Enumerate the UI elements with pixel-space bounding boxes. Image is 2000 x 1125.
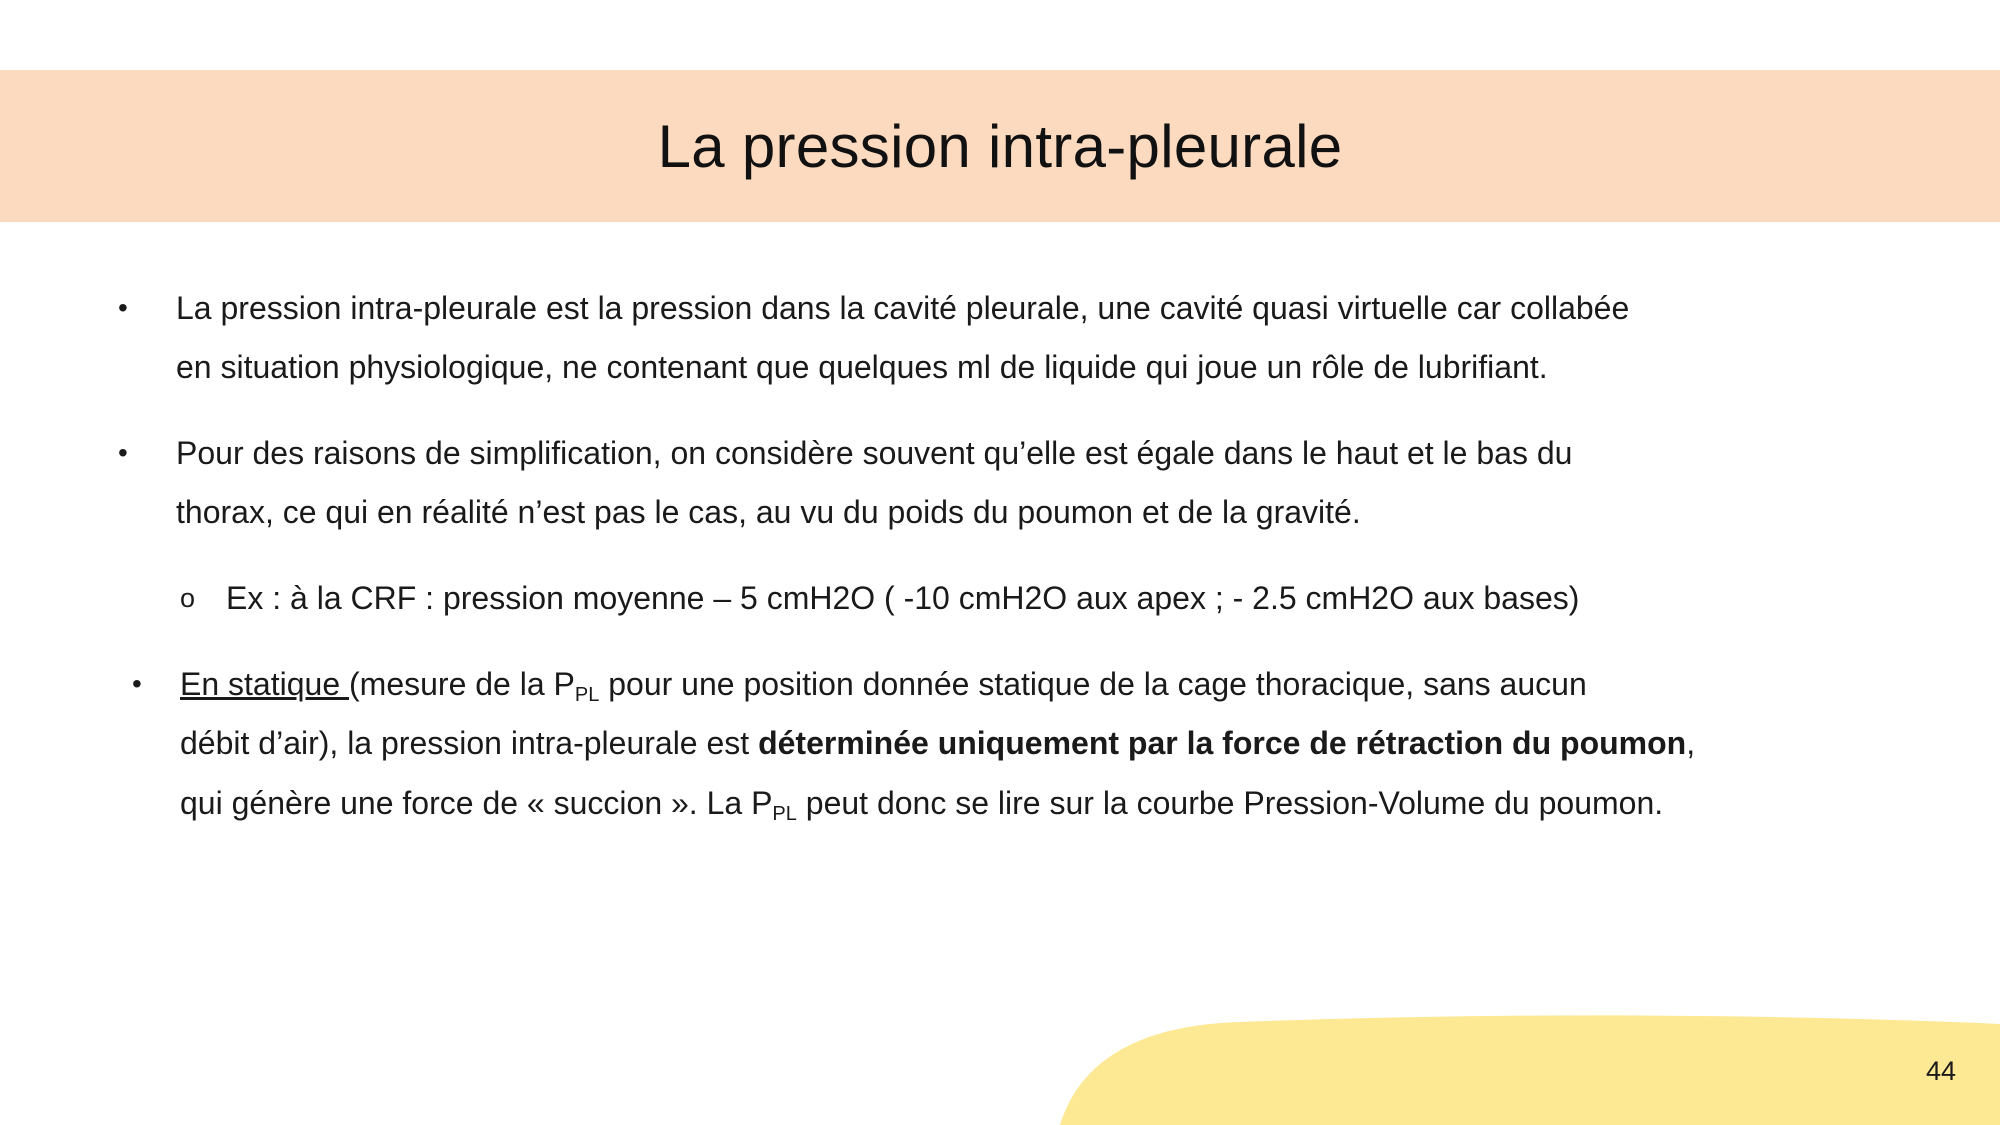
bullet-2-line-2: thorax, ce qui en réalité n’est pas le cas, au vu du poids du poumon et de la gravité. <box>176 494 1361 530</box>
text-segment: peut donc se lire sur la courbe Pression-Volume du poumon. <box>796 785 1664 821</box>
text-segment: (mesure de la P <box>349 666 575 702</box>
bullet-2-line-1: Pour des raisons de simplification, on considère souvent qu’elle est égale dans le haut et le bas du <box>176 435 1573 471</box>
underlined-term: En statique <box>180 666 349 702</box>
bullet-marker: • <box>118 292 128 323</box>
yellow-wave-shape <box>1060 1015 2000 1125</box>
text-segment: , <box>1686 725 1696 761</box>
text-segment: débit d’air), la pression intra-pleurale est <box>180 725 759 761</box>
subscript: PL <box>574 684 600 706</box>
sub-bullet-marker: o <box>180 583 196 613</box>
bullet-1-line-2: en situation physiologique, ne contenant que quelques ml de liquide qui joue un rôle de lubrifiant. <box>176 349 1548 385</box>
text-segment: qui génère une force de « succion ». La P <box>180 785 773 821</box>
bullet-marker: • <box>118 437 128 468</box>
subscript: PL <box>772 803 797 825</box>
bullet-marker: • <box>132 668 142 699</box>
slide-title: La pression intra-pleurale <box>657 112 1343 180</box>
bold-emphasis: déterminée uniquement par la force de rétraction du poumon <box>758 725 1687 761</box>
text-segment: pour une position donnée statique de la cage thoracique, sans aucun <box>599 666 1587 702</box>
sub-bullet-line: Ex : à la CRF : pression moyenne – 5 cmH2O ( -10 cmH2O aux apex ; - 2.5 cmH2O aux bases) <box>226 580 1580 616</box>
bullet-1-line-1: La pression intra-pleurale est la pression dans la cavité pleurale, une cavité quasi virtuelle car collabée <box>176 290 1630 326</box>
page-number: 44 <box>1925 1056 1956 1086</box>
